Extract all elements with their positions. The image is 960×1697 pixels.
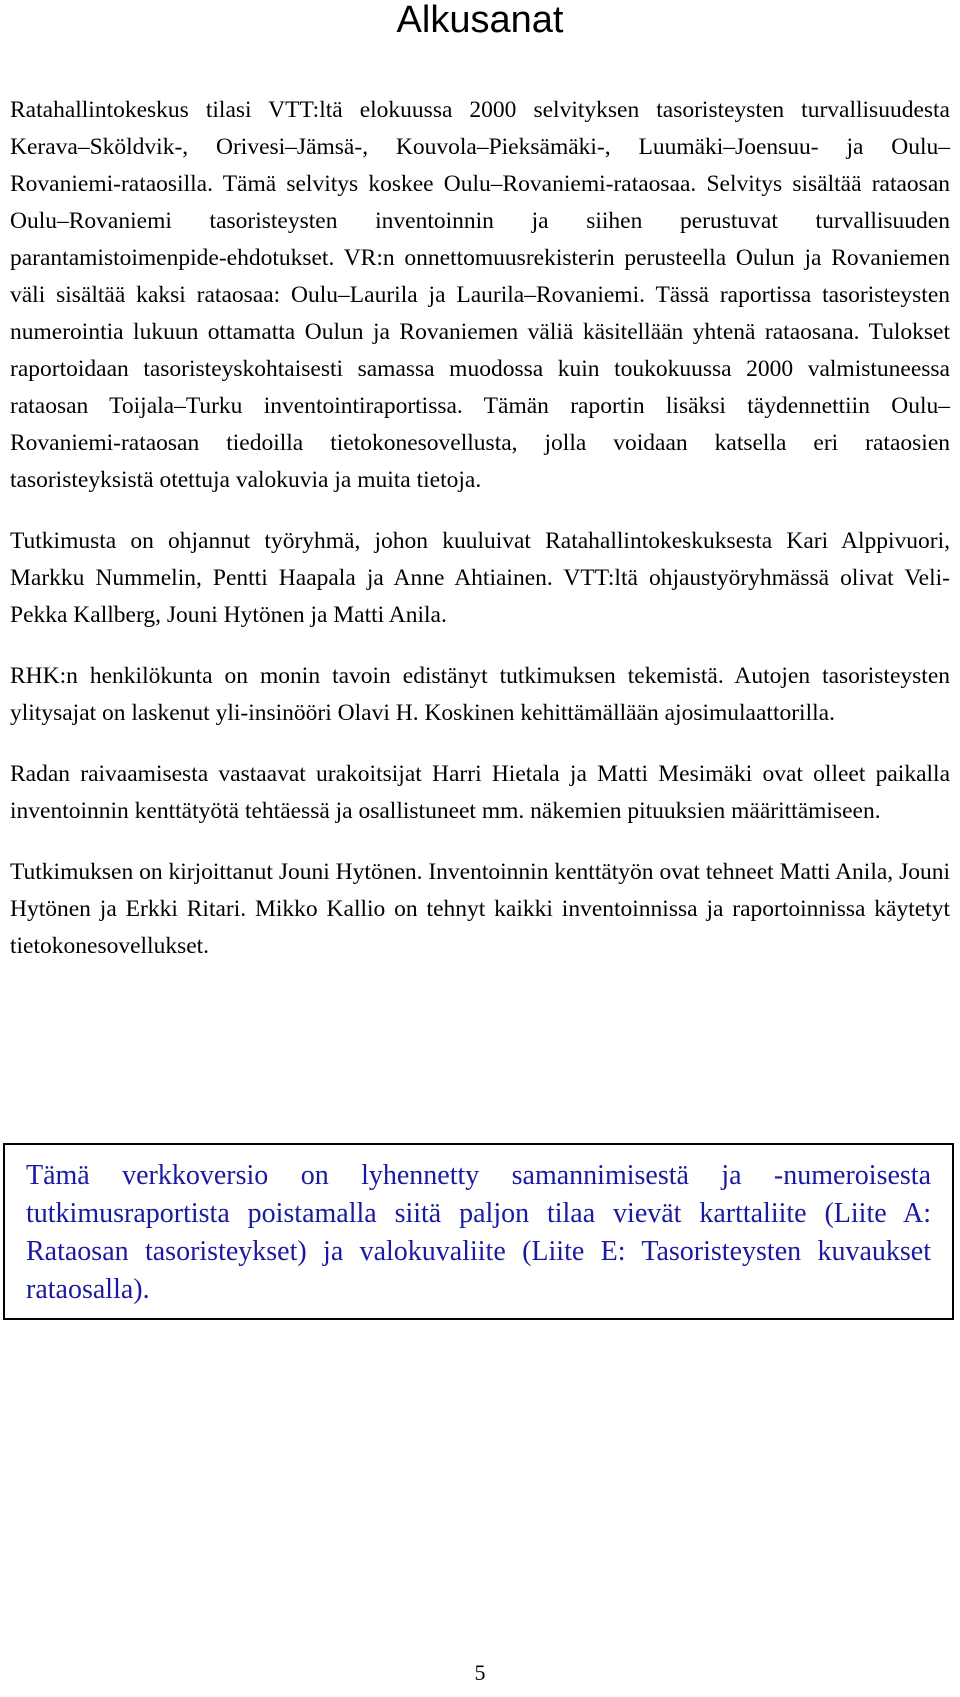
paragraph-contractors: Radan raivaamisesta vastaavat urakoitsijat Harri Hietala ja Matti Mesimäki ovat olleet paikalla inventoinnin kenttätyötä tehtäessä ja osallistuneet mm. näkemien pituuksien määrittämiseen. [10,761,950,824]
web-version-notice-box [3,1143,954,1320]
paragraph-authors: Tutkimuksen on kirjoittanut Jouni Hytönen. Inventoinnin kenttätyön ovat tehneet Matti Anila, Jouni Hytönen ja Erkki Ritari. Mikko Kallio on tehnyt kaikki inventoinnissa ja raportoinnissa käytetyt tietokonesovellukset. [10,859,950,959]
paragraph-steering-group: Tutkimusta on ohjannut työryhmä, johon kuuluivat Ratahallintokeskuksesta Kari Alppivuori, Markku Nummelin, Pentti Haapala ja Anne Ahtiainen. VTT:ltä ohjaustyöryhmässä olivat Veli-Pekka Kallberg, Jouni Hytönen ja Matti Anila. [10,528,950,628]
page-number: 5 [474,1660,486,1685]
paragraph-rhk-staff: RHK:n henkilökunta on monin tavoin edistänyt tutkimuksen tekemistä. Autojen tasoristeysten ylitysajat on laskenut yli-insinööri Olavi H. Koskinen kehittämällään ajosimulaattorilla. [10,663,950,726]
page-title: Alkusanat [396,0,564,41]
paragraph-intro: Ratahallintokeskus tilasi VTT:ltä elokuussa 2000 selvityksen tasoristeysten turvallisuudesta Kerava–Sköldvik-, Orivesi–Jämsä-, Kouvola–Pieksämäki-, Luumäki–Joensuu- ja Oulu–Rovaniemi-rataosilla. Tämä selvitys koskee Oulu–Rovaniemi-rataosaa. Selvitys sisältää rataosan Oulu–Rovaniemi tasoristeysten inventoinnin ja siihen perustuvat turvallisuuden parantamistoimenpide-ehdotukset. VR:n onnettomuusrekisterin perusteella Oulun ja Rovaniemen väli sisältää kaksi rataosaa: Oulu–Laurila ja Laurila–Rovaniemi. Tässä raportissa tasoristeysten numerointia lukuun ottamatta Oulun ja Rovaniemen väliä käsitellään yhtenä rataosana. Tulokset raportoidaan tasoristeyskohtaisesti samassa muodossa kuin toukokuussa 2000 valmistuneessa rataosan Toijala–Turku inventointiraportissa. Tämän raportin lisäksi täydennettiin Oulu–Rovaniemi-rataosan tiedoilla tietokonesovellusta, jolla voidaan katsella eri rataosien tasoristeyksistä otettuja valokuvia ja muita tietoja. [10,97,950,493]
web-version-notice: Tämä verkkoversio on lyhennetty samannimisestä ja -numeroisesta tutkimusraportista poistamalla siitä paljon tilaa vievät karttaliite (Liite A: Rataosan tasoristeykset) ja valokuvaliite (Liite E: Tasoristeysten kuvaukset rataosalla). [26,1160,931,1305]
body-text [10,92,950,989]
